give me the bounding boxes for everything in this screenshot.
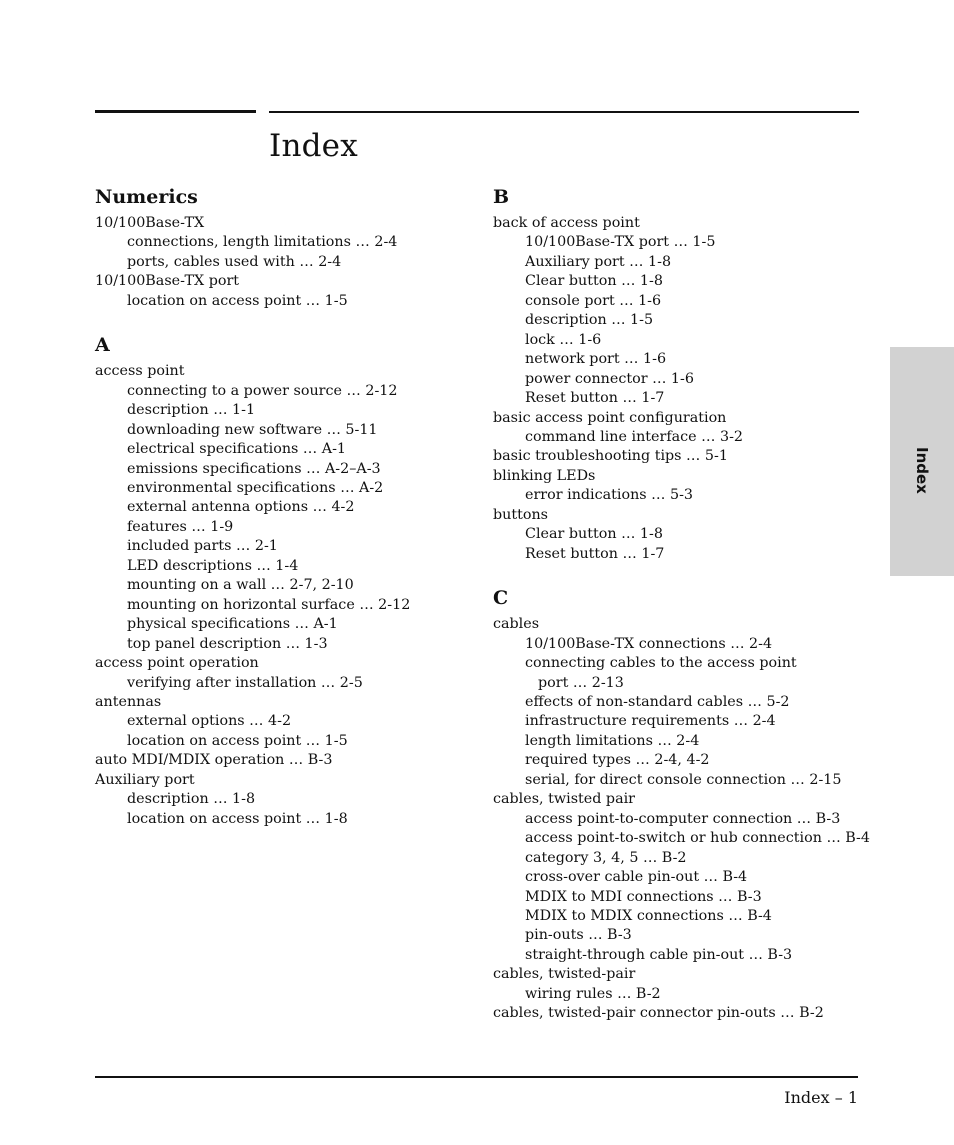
index-section: [493, 184, 873, 564]
index-subentry: power connector … 1-6: [525, 370, 694, 387]
index-subentry: top panel description … 1-3: [127, 635, 328, 652]
index-subentry: mounting on horizontal surface … 2-12: [127, 596, 411, 613]
index-subentry: lock … 1-6: [525, 331, 602, 348]
index-subentry: command line interface … 3-2: [525, 428, 744, 445]
index-subentry: infrastructure requirements … 2-4: [525, 713, 776, 730]
index-entries: [95, 214, 465, 311]
footer-rule: [95, 1076, 858, 1078]
index-entry: Auxiliary port: [95, 771, 195, 788]
index-subentry: Auxiliary port … 1-8: [525, 253, 672, 270]
index-subentry: downloading new software … 5-11: [127, 421, 378, 438]
index-subentry: description … 1-5: [525, 312, 654, 329]
index-subentry: connections, length limitations … 2-4: [127, 234, 398, 251]
index-subentry: verifying after installation … 2-5: [127, 674, 363, 691]
index-subentry: environmental specifications … A-2: [127, 479, 384, 496]
index-subentry: location on access point … 1-5: [127, 732, 348, 749]
index-subentry: console port … 1-6: [525, 292, 662, 309]
side-tab[interactable]: [890, 347, 954, 576]
index-subentry: connecting to a power source … 2-12: [127, 382, 398, 399]
index-subentry: location on access point … 1-5: [127, 292, 348, 309]
index-subentry: required types … 2-4, 4-2: [525, 752, 710, 769]
index-subentry: category 3, 4, 5 … B-2: [525, 849, 687, 866]
index-entries: [493, 214, 873, 564]
index-section: [95, 184, 465, 311]
section-heading: Numerics: [95, 186, 198, 208]
title-rule-right: [269, 111, 859, 113]
index-subentry: cross-over cable pin-out … B-4: [525, 869, 748, 886]
index-subentry: serial, for direct console connection … 2-15: [525, 771, 842, 788]
index-subentry: network port … 1-6: [525, 351, 667, 368]
index-subentry: location on access point … 1-8: [127, 810, 348, 827]
index-entry: buttons: [493, 506, 549, 523]
index-subentry: error indications … 5-3: [525, 487, 694, 504]
index-subentry: MDIX to MDI connections … B-3: [525, 888, 762, 905]
index-entry: auto MDI/MDIX operation … B-3: [95, 752, 333, 769]
index-subentry: access point-to-switch or hub connection … B-4: [525, 830, 870, 847]
index-entry: cables, twisted-pair: [493, 966, 636, 983]
index-subentry: LED descriptions … 1-4: [127, 557, 299, 574]
index-subentry: external antenna options … 4-2: [127, 499, 355, 516]
index-subentry: physical specifications … A-1: [127, 616, 338, 633]
index-subentry: wiring rules … B-2: [525, 985, 661, 1002]
index-entry: access point: [95, 363, 185, 380]
index-subentry: Reset button … 1-7: [525, 390, 665, 407]
index-subentry: Clear button … 1-8: [525, 273, 663, 290]
side-tab-label: Index: [913, 447, 931, 494]
index-entry: 10/100Base-TX: [95, 215, 205, 231]
index-subentry: ports, cables used with … 2-4: [127, 253, 342, 270]
index-subentry: Reset button … 1-7: [525, 545, 665, 562]
index-subentry: emissions specifications … A-2–A-3: [127, 460, 381, 477]
index-subentry: Clear button … 1-8: [525, 526, 663, 543]
index-subentry: connecting cables to the access point: [525, 655, 797, 672]
index-section: [95, 332, 465, 829]
index-entry: cables, twisted pair: [493, 791, 636, 808]
index-entry: back of access point: [493, 215, 640, 231]
index-subentry: access point-to-computer connection … B-3: [525, 810, 841, 827]
index-entry: access point operation: [95, 655, 259, 672]
index-subentry: features … 1-9: [127, 518, 234, 535]
index-subentry: electrical specifications … A-1: [127, 441, 347, 458]
index-entry: cables, twisted-pair connector pin-outs … B-2: [493, 1005, 824, 1022]
index-subentry: included parts … 2-1: [127, 538, 278, 555]
section-heading: C: [493, 587, 509, 610]
index-subentry: mounting on a wall … 2-7, 2-10: [127, 577, 354, 594]
index-subentry: pin-outs … B-3: [525, 927, 632, 944]
index-subentry: MDIX to MDIX connections … B-4: [525, 907, 772, 924]
page-title: Index: [269, 128, 358, 164]
index-subentry: description … 1-1: [127, 402, 256, 419]
index-entry: cables: [493, 616, 540, 633]
section-heading: B: [493, 186, 510, 208]
section-heading: A: [95, 334, 110, 357]
index-section: [493, 585, 873, 1024]
index-subentry: straight-through cable pin-out … B-3: [525, 946, 793, 963]
index-subentry: external options … 4-2: [127, 713, 292, 730]
index-entries: [95, 362, 465, 829]
index-entry: 10/100Base-TX port: [95, 273, 240, 290]
index-entry: basic troubleshooting tips … 5-1: [493, 448, 728, 465]
index-column-right: [493, 184, 873, 1045]
index-subentry: 10/100Base-TX port … 1-5: [525, 234, 716, 251]
index-subentry: 10/100Base-TX connections … 2-4: [525, 635, 773, 652]
index-entries: [493, 615, 873, 1024]
index-subentry: length limitations … 2-4: [525, 732, 700, 749]
index-column-left: [95, 184, 465, 850]
index-subentry: description … 1-8: [127, 791, 256, 808]
page-footer: Index – 1: [784, 1088, 858, 1107]
index-entry: antennas: [95, 693, 162, 710]
index-entry: basic access point configuration: [493, 409, 727, 426]
title-rule-left: [95, 110, 256, 113]
index-subentry: effects of non-standard cables … 5-2: [525, 693, 790, 710]
index-subentry: port … 2-13: [538, 674, 624, 691]
index-entry: blinking LEDs: [493, 467, 596, 484]
